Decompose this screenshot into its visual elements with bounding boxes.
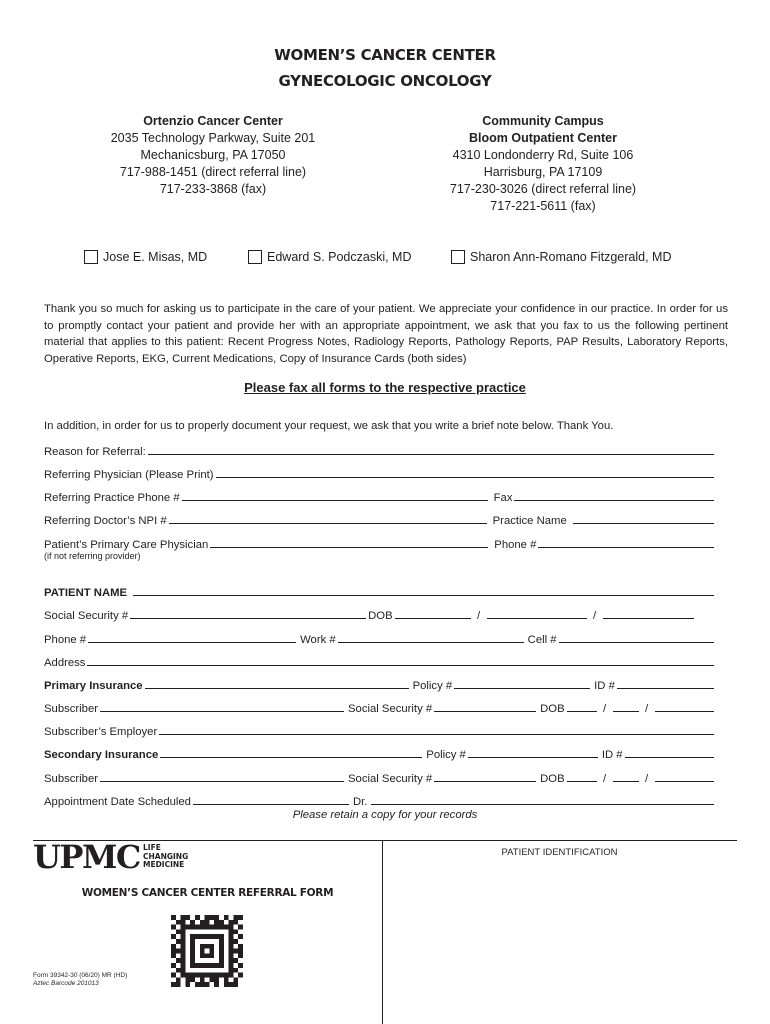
referring-physician-row bbox=[44, 466, 716, 482]
physician-option-podczaski[interactable] bbox=[248, 250, 412, 264]
tagline-line: CHANGING bbox=[143, 851, 189, 861]
referring-physician-field[interactable] bbox=[216, 466, 714, 478]
dob-slash: / bbox=[603, 773, 607, 785]
location-left-street: 2035 Technology Parkway, Suite 201 bbox=[110, 131, 316, 145]
subscriber-ssn-label: Social Security # bbox=[348, 773, 433, 785]
upmc-logo: UPMC bbox=[33, 838, 140, 876]
pcp-row bbox=[44, 536, 716, 552]
upmc-tagline bbox=[143, 844, 188, 870]
physician-checkbox[interactable] bbox=[248, 250, 262, 264]
work-field[interactable] bbox=[338, 631, 524, 643]
dob-slash: / bbox=[477, 610, 481, 622]
employer-label: Subscriber’s Employer bbox=[44, 726, 158, 738]
physician-label: Edward S. Podczaski, MD bbox=[267, 250, 412, 264]
subscriber-ssn-field[interactable] bbox=[434, 770, 536, 782]
primary-id-label: ID # bbox=[594, 680, 615, 692]
location-left bbox=[88, 113, 338, 198]
ssn-dob-row bbox=[44, 607, 696, 623]
practice-name-label: Practice Name bbox=[492, 515, 567, 527]
physician-label: Jose E. Misas, MD bbox=[103, 250, 208, 264]
subscriber-field[interactable] bbox=[100, 700, 344, 712]
dob-day-field[interactable] bbox=[487, 607, 587, 619]
npi-field[interactable] bbox=[169, 512, 487, 524]
secondary-policy-field[interactable] bbox=[468, 746, 598, 758]
patient-name-field[interactable] bbox=[133, 584, 714, 596]
location-left-city: Mechanicsburg, PA 17050 bbox=[140, 148, 286, 162]
work-label: Work # bbox=[300, 634, 336, 646]
secondary-id-label: ID # bbox=[601, 749, 623, 761]
form-title: WOMEN’S CANCER CENTER REFERRAL FORM bbox=[81, 887, 334, 899]
form-number-block bbox=[33, 972, 127, 988]
tagline-line: MEDICINE bbox=[143, 860, 185, 869]
physician-label: Sharon Ann-Romano Fitzgerald, MD bbox=[470, 250, 672, 264]
secondary-subscriber-row bbox=[44, 770, 716, 786]
pcp-phone-label: Phone # bbox=[494, 539, 537, 551]
subscriber-ssn-field[interactable] bbox=[434, 700, 536, 712]
practice-phone-row bbox=[44, 489, 716, 505]
subscriber-ssn-label: Social Security # bbox=[348, 703, 433, 715]
location-left-name: Ortenzio Cancer Center bbox=[143, 114, 283, 128]
secondary-id-field[interactable] bbox=[625, 746, 714, 758]
address-label: Address bbox=[44, 657, 86, 669]
aztec-barcode-icon bbox=[171, 915, 243, 987]
physician-option-fitzgerald[interactable] bbox=[451, 250, 671, 264]
employer-row bbox=[44, 723, 716, 739]
appointment-date-label: Appointment Date Scheduled bbox=[44, 796, 191, 808]
secondary-insurance-field[interactable] bbox=[160, 746, 422, 758]
location-right-street: 4310 Londonderry Rd, Suite 106 bbox=[452, 148, 634, 162]
address-row bbox=[44, 654, 716, 670]
dr-label: Dr. bbox=[352, 796, 368, 808]
phone-label: Phone # bbox=[44, 634, 87, 646]
phone-field[interactable] bbox=[88, 631, 296, 643]
location-right-name: Community Campus bbox=[482, 114, 604, 128]
phone-row bbox=[44, 631, 716, 647]
fax-field[interactable] bbox=[514, 489, 714, 501]
subscriber-dob-year[interactable] bbox=[655, 700, 714, 712]
addition-paragraph: In addition, in order for us to properly document your request, we ask that you write a brief note below. Thank You. bbox=[44, 420, 614, 432]
reason-label: Reason for Referral: bbox=[44, 446, 146, 458]
subscriber-label: Subscriber bbox=[44, 703, 98, 715]
subscriber-dob-day[interactable] bbox=[613, 770, 639, 782]
reason-row bbox=[44, 443, 716, 459]
dob-year-field[interactable] bbox=[603, 607, 694, 619]
fax-heading: Please fax all forms to the respective practice bbox=[244, 380, 526, 395]
dr-field[interactable] bbox=[371, 793, 714, 805]
fax-label: Fax bbox=[493, 492, 513, 504]
ssn-label: Social Security # bbox=[44, 610, 129, 622]
primary-policy-field[interactable] bbox=[454, 677, 590, 689]
tagline-line: LIFE bbox=[143, 843, 161, 852]
primary-id-field[interactable] bbox=[617, 677, 714, 689]
location-right-city: Harrisburg, PA 17109 bbox=[483, 165, 603, 179]
physician-checkbox[interactable] bbox=[84, 250, 98, 264]
dob-month-field[interactable] bbox=[395, 607, 471, 619]
appointment-row bbox=[44, 793, 716, 809]
primary-insurance-field[interactable] bbox=[145, 677, 409, 689]
subscriber-dob-month[interactable] bbox=[567, 770, 597, 782]
location-right-subname: Bloom Outpatient Center bbox=[469, 131, 617, 145]
practice-name-field[interactable] bbox=[573, 512, 714, 524]
employer-field[interactable] bbox=[159, 723, 714, 735]
pcp-phone-field[interactable] bbox=[538, 536, 714, 548]
subscriber-label: Subscriber bbox=[44, 773, 98, 785]
patient-identification-label: PATIENT IDENTIFICATION bbox=[501, 847, 618, 858]
pcp-field[interactable] bbox=[210, 536, 488, 548]
appointment-date-field[interactable] bbox=[193, 793, 349, 805]
location-left-phone: 717-988-1451 (direct referral line) bbox=[119, 165, 307, 179]
secondary-insurance-row bbox=[44, 746, 716, 762]
practice-phone-label: Referring Practice Phone # bbox=[44, 492, 180, 504]
header-title: WOMEN’S CANCER CENTER bbox=[274, 46, 496, 64]
retain-note: Please retain a copy for your records bbox=[292, 809, 478, 821]
primary-policy-label: Policy # bbox=[412, 680, 453, 692]
secondary-insurance-label: Secondary Insurance bbox=[44, 749, 159, 761]
location-right bbox=[418, 113, 668, 215]
subscriber-field[interactable] bbox=[100, 770, 344, 782]
address-field[interactable] bbox=[87, 654, 714, 666]
patient-name-row bbox=[44, 584, 716, 600]
ssn-field[interactable] bbox=[130, 607, 366, 619]
subscriber-dob-label: DOB bbox=[540, 773, 565, 785]
dob-slash: / bbox=[603, 703, 607, 715]
subscriber-dob-month[interactable] bbox=[567, 700, 597, 712]
location-left-fax: 717-233-3868 (fax) bbox=[159, 182, 267, 196]
dob-label: DOB bbox=[368, 610, 393, 622]
header-subtitle: GYNECOLOGIC ONCOLOGY bbox=[278, 72, 492, 90]
form-number: Form 39342-30 (06/20) MR (HD) bbox=[33, 972, 128, 979]
dob-slash: / bbox=[645, 773, 649, 785]
npi-row bbox=[44, 512, 716, 528]
referring-physician-label: Referring Physician (Please Print) bbox=[44, 469, 214, 481]
cell-field[interactable] bbox=[559, 631, 714, 643]
pcp-label: Patient’s Primary Care Physician bbox=[44, 539, 209, 551]
secondary-policy-label: Policy # bbox=[426, 749, 466, 761]
primary-insurance-label: Primary Insurance bbox=[44, 680, 143, 692]
primary-subscriber-row bbox=[44, 700, 716, 716]
dob-slash: / bbox=[645, 703, 649, 715]
physician-checkbox[interactable] bbox=[451, 250, 465, 264]
location-right-phone: 717-230-3026 (direct referral line) bbox=[449, 182, 637, 196]
subscriber-dob-label: DOB bbox=[540, 703, 565, 715]
physician-option-misas[interactable] bbox=[84, 250, 207, 264]
patient-name-label: PATIENT NAME bbox=[44, 587, 128, 599]
npi-label: Referring Doctor’s NPI # bbox=[44, 515, 167, 527]
subscriber-dob-year[interactable] bbox=[655, 770, 714, 782]
footer-vertical-divider bbox=[382, 841, 383, 1024]
cell-label: Cell # bbox=[527, 634, 557, 646]
reason-field[interactable] bbox=[148, 443, 714, 455]
dob-slash: / bbox=[593, 610, 597, 622]
pcp-note: (if not referring provider) bbox=[44, 551, 141, 561]
barcode-label: Aztec Barcode 201013 bbox=[33, 980, 99, 987]
location-right-fax: 717-221-5611 (fax) bbox=[490, 199, 596, 213]
intro-paragraph: Thank you so much for asking us to participate in the care of your patient. We appreciate your confidence in our practice. In order for us to promptly contact your patient and provide her with an appropriate appointment, we ask that you fax to us the following pertinent material that applies to this patient: Recent Progress Notes, Radiology Reports, Pathology Reports, PAP Results, Laboratory Reports, Operative Reports, EKG, Current Medications, Copy of Insurance Cards (both sides) bbox=[44, 303, 728, 366]
primary-insurance-row bbox=[44, 677, 716, 693]
practice-phone-field[interactable] bbox=[182, 489, 488, 501]
subscriber-dob-day[interactable] bbox=[613, 700, 639, 712]
